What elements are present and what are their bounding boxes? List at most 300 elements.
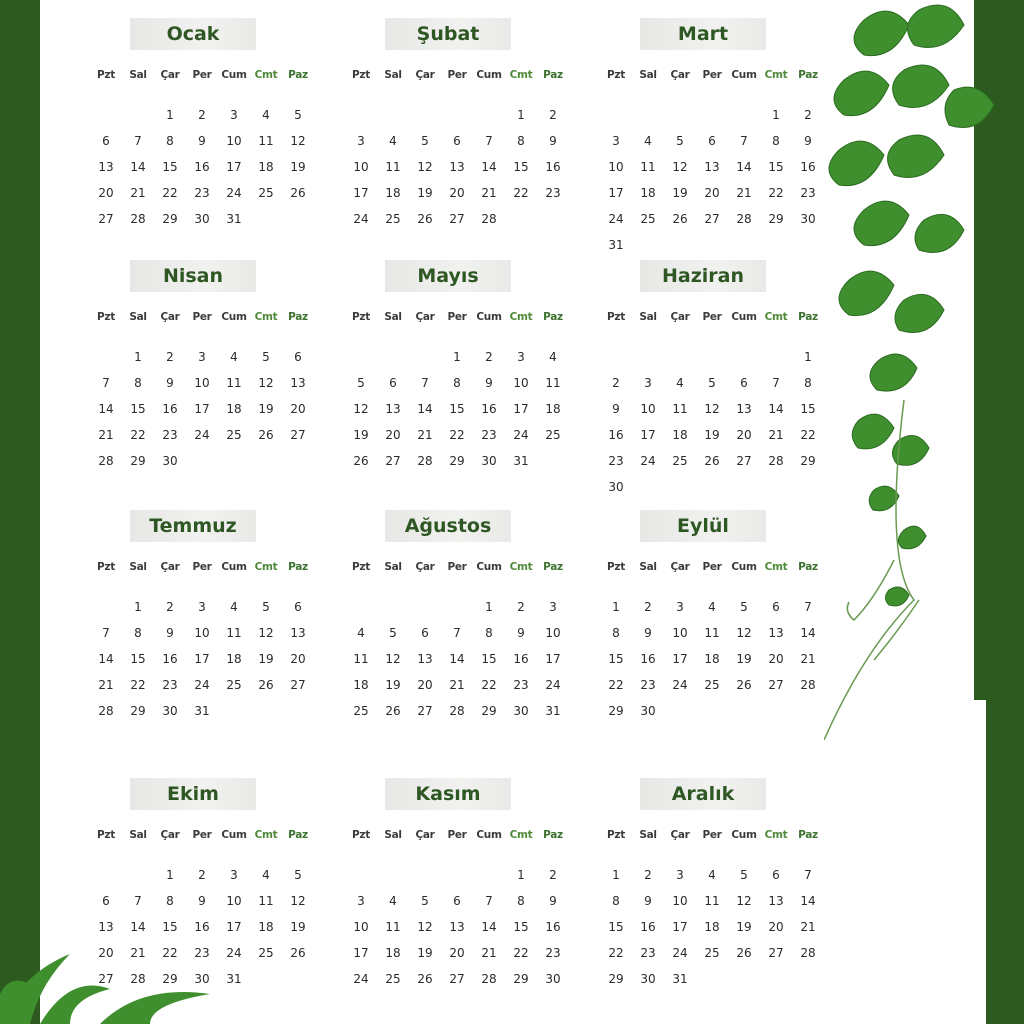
day-cell: 24 [608, 212, 624, 226]
weekday-label: Per [447, 69, 467, 81]
day-cell: 27 [704, 212, 720, 226]
day-cell: 13 [290, 376, 306, 390]
day-cell: 3 [517, 350, 525, 364]
weekday-label: Cum [221, 69, 247, 81]
day-cell: 3 [198, 600, 206, 614]
day-cell: 3 [676, 868, 684, 882]
day-cell: 14 [736, 160, 752, 174]
day-cell: 8 [453, 376, 461, 390]
day-cell: 16 [194, 920, 210, 934]
day-cell: 5 [740, 600, 748, 614]
day-cell: 13 [768, 894, 784, 908]
weekday-label: Çar [670, 311, 690, 323]
day-cell: 25 [385, 972, 401, 986]
day-cell: 9 [485, 376, 493, 390]
day-cell: 5 [421, 134, 429, 148]
day-cell: 23 [640, 946, 656, 960]
day-cell: 3 [198, 350, 206, 364]
day-cell: 9 [166, 626, 174, 640]
day-cell: 29 [162, 212, 178, 226]
day-cell: 27 [98, 212, 114, 226]
day-cell: 29 [800, 454, 816, 468]
day-cell: 20 [768, 920, 784, 934]
day-cell: 11 [258, 134, 274, 148]
weekday-label: Çar [415, 561, 435, 573]
weekday-label: Paz [543, 561, 563, 573]
day-cell: 29 [130, 454, 146, 468]
day-cell: 6 [740, 376, 748, 390]
day-cell: 30 [640, 972, 656, 986]
day-cell: 9 [612, 402, 620, 416]
day-cell: 23 [640, 678, 656, 692]
weekday-label: Cum [221, 311, 247, 323]
day-cell: 26 [736, 946, 752, 960]
weekday-label: Paz [288, 311, 308, 323]
day-cell: 25 [226, 678, 242, 692]
weekday-label: Paz [798, 69, 818, 81]
day-cell: 1 [612, 600, 620, 614]
month-day-grid [345, 304, 569, 474]
day-cell: 31 [608, 238, 624, 252]
day-cell: 20 [385, 428, 401, 442]
day-cell: 30 [481, 454, 497, 468]
day-cell: 27 [290, 428, 306, 442]
day-cell: 15 [162, 920, 178, 934]
day-cell: 9 [644, 894, 652, 908]
day-cell: 30 [640, 704, 656, 718]
day-cell: 15 [608, 920, 624, 934]
day-cell: 8 [166, 894, 174, 908]
day-cell: 31 [194, 704, 210, 718]
day-cell: 22 [162, 946, 178, 960]
day-cell: 26 [353, 454, 369, 468]
day-cell: 9 [549, 134, 557, 148]
day-cell: 2 [804, 108, 812, 122]
day-cell: 15 [481, 652, 497, 666]
weekday-label: Çar [160, 829, 180, 841]
day-cell: 21 [736, 186, 752, 200]
month-title: Nisan [130, 260, 256, 292]
day-cell: 26 [417, 212, 433, 226]
weekday-label: Cum [476, 311, 502, 323]
day-cell: 7 [134, 134, 142, 148]
day-cell: 17 [513, 402, 529, 416]
day-cell: 16 [608, 428, 624, 442]
weekday-label: Per [702, 311, 722, 323]
day-cell: 10 [672, 894, 688, 908]
day-cell: 27 [449, 972, 465, 986]
day-cell: 10 [226, 134, 242, 148]
day-cell: 20 [290, 402, 306, 416]
day-cell: 10 [353, 160, 369, 174]
weekday-label: Pzt [607, 561, 625, 573]
day-cell: 18 [385, 186, 401, 200]
day-cell: 24 [513, 428, 529, 442]
day-cell: 21 [481, 946, 497, 960]
weekday-label: Sal [129, 561, 147, 573]
weekday-label: Çar [415, 69, 435, 81]
day-cell: 14 [130, 920, 146, 934]
day-cell: 30 [194, 212, 210, 226]
day-cell: 22 [513, 946, 529, 960]
day-cell: 11 [704, 626, 720, 640]
month-day-grid [90, 822, 314, 992]
day-cell: 23 [545, 946, 561, 960]
day-cell: 1 [517, 868, 525, 882]
day-cell: 8 [485, 626, 493, 640]
day-cell: 15 [608, 652, 624, 666]
day-cell: 29 [608, 972, 624, 986]
day-cell: 5 [294, 108, 302, 122]
day-cell: 15 [162, 160, 178, 174]
day-cell: 14 [130, 160, 146, 174]
weekday-label: Çar [415, 311, 435, 323]
day-cell: 27 [417, 704, 433, 718]
weekday-label: Per [702, 829, 722, 841]
weekday-label: Cmt [764, 69, 788, 81]
day-cell: 12 [736, 626, 752, 640]
month-title: Ocak [130, 18, 256, 50]
day-cell: 6 [102, 134, 110, 148]
weekday-label: Paz [543, 829, 563, 841]
weekday-label: Pzt [97, 829, 115, 841]
day-cell: 3 [612, 134, 620, 148]
day-cell: 4 [357, 626, 365, 640]
day-cell: 2 [549, 868, 557, 882]
weekday-label: Paz [798, 311, 818, 323]
day-cell: 2 [612, 376, 620, 390]
day-cell: 10 [608, 160, 624, 174]
day-cell: 5 [421, 894, 429, 908]
weekday-label: Cmt [254, 311, 278, 323]
weekday-label: Cmt [509, 829, 533, 841]
day-cell: 20 [736, 428, 752, 442]
day-cell: 20 [417, 678, 433, 692]
day-cell: 28 [481, 972, 497, 986]
day-cell: 3 [357, 894, 365, 908]
day-cell: 13 [736, 402, 752, 416]
day-cell: 22 [130, 428, 146, 442]
day-cell: 9 [644, 626, 652, 640]
weekday-label: Cmt [509, 69, 533, 81]
weekday-label: Pzt [97, 69, 115, 81]
day-cell: 4 [230, 600, 238, 614]
day-cell: 22 [481, 678, 497, 692]
weekday-label: Çar [160, 69, 180, 81]
day-cell: 4 [644, 134, 652, 148]
day-cell: 3 [230, 108, 238, 122]
day-cell: 19 [290, 920, 306, 934]
day-cell: 21 [417, 428, 433, 442]
day-cell: 10 [226, 894, 242, 908]
month-day-grid [345, 554, 569, 724]
weekday-label: Sal [639, 311, 657, 323]
day-cell: 9 [804, 134, 812, 148]
day-cell: 12 [736, 894, 752, 908]
day-cell: 16 [545, 160, 561, 174]
day-cell: 12 [704, 402, 720, 416]
day-cell: 20 [449, 186, 465, 200]
day-cell: 28 [736, 212, 752, 226]
weekday-label: Çar [670, 69, 690, 81]
day-cell: 12 [353, 402, 369, 416]
day-cell: 8 [134, 376, 142, 390]
day-cell: 9 [549, 894, 557, 908]
day-cell: 6 [294, 600, 302, 614]
day-cell: 10 [353, 920, 369, 934]
month-day-grid [345, 62, 569, 232]
weekday-label: Cum [731, 69, 757, 81]
day-cell: 4 [389, 134, 397, 148]
day-cell: 20 [98, 946, 114, 960]
day-cell: 20 [768, 652, 784, 666]
day-cell: 18 [545, 402, 561, 416]
day-cell: 3 [230, 868, 238, 882]
day-cell: 30 [608, 480, 624, 494]
day-cell: 12 [258, 376, 274, 390]
day-cell: 30 [194, 972, 210, 986]
day-cell: 16 [800, 160, 816, 174]
day-cell: 18 [704, 920, 720, 934]
day-cell: 16 [640, 652, 656, 666]
day-cell: 25 [704, 946, 720, 960]
day-cell: 25 [258, 186, 274, 200]
day-cell: 24 [353, 212, 369, 226]
day-cell: 16 [194, 160, 210, 174]
day-cell: 17 [640, 428, 656, 442]
day-cell: 18 [258, 160, 274, 174]
day-cell: 22 [800, 428, 816, 442]
month-title: Kasım [385, 778, 511, 810]
day-cell: 7 [485, 894, 493, 908]
month-title: Eylül [640, 510, 766, 542]
weekday-label: Sal [384, 561, 402, 573]
month-title: Temmuz [130, 510, 256, 542]
day-cell: 19 [385, 678, 401, 692]
day-cell: 24 [672, 946, 688, 960]
day-cell: 17 [353, 186, 369, 200]
day-cell: 26 [385, 704, 401, 718]
day-cell: 2 [166, 600, 174, 614]
day-cell: 2 [198, 868, 206, 882]
day-cell: 15 [513, 160, 529, 174]
day-cell: 21 [800, 920, 816, 934]
calendar-page [40, 0, 986, 1024]
month-day-grid [600, 62, 824, 258]
day-cell: 1 [134, 350, 142, 364]
day-cell: 24 [672, 678, 688, 692]
day-cell: 6 [708, 134, 716, 148]
weekday-label: Çar [160, 311, 180, 323]
day-cell: 15 [768, 160, 784, 174]
day-cell: 1 [517, 108, 525, 122]
day-cell: 9 [198, 134, 206, 148]
day-cell: 24 [545, 678, 561, 692]
day-cell: 1 [453, 350, 461, 364]
weekday-label: Pzt [352, 311, 370, 323]
day-cell: 13 [704, 160, 720, 174]
day-cell: 14 [98, 402, 114, 416]
weekday-label: Cum [221, 561, 247, 573]
day-cell: 10 [513, 376, 529, 390]
day-cell: 9 [517, 626, 525, 640]
day-cell: 25 [226, 428, 242, 442]
day-cell: 18 [704, 652, 720, 666]
day-cell: 18 [353, 678, 369, 692]
weekday-label: Sal [129, 69, 147, 81]
day-cell: 23 [608, 454, 624, 468]
day-cell: 24 [194, 678, 210, 692]
day-cell: 2 [549, 108, 557, 122]
day-cell: 6 [772, 600, 780, 614]
month-day-grid [90, 554, 314, 724]
day-cell: 1 [772, 108, 780, 122]
weekday-label: Cum [731, 561, 757, 573]
weekday-label: Cmt [764, 311, 788, 323]
day-cell: 8 [772, 134, 780, 148]
day-cell: 5 [262, 600, 270, 614]
day-cell: 14 [417, 402, 433, 416]
day-cell: 17 [353, 946, 369, 960]
day-cell: 10 [194, 626, 210, 640]
day-cell: 13 [98, 160, 114, 174]
day-cell: 7 [740, 134, 748, 148]
day-cell: 14 [98, 652, 114, 666]
weekday-label: Paz [543, 69, 563, 81]
day-cell: 22 [513, 186, 529, 200]
day-cell: 26 [290, 186, 306, 200]
day-cell: 28 [417, 454, 433, 468]
day-cell: 29 [768, 212, 784, 226]
weekday-label: Cum [731, 829, 757, 841]
day-cell: 25 [704, 678, 720, 692]
day-cell: 30 [162, 704, 178, 718]
day-cell: 17 [226, 920, 242, 934]
day-cell: 26 [704, 454, 720, 468]
day-cell: 26 [258, 428, 274, 442]
day-cell: 8 [166, 134, 174, 148]
day-cell: 6 [453, 894, 461, 908]
day-cell: 7 [485, 134, 493, 148]
day-cell: 28 [800, 678, 816, 692]
day-cell: 27 [768, 678, 784, 692]
month-title: Haziran [640, 260, 766, 292]
day-cell: 30 [162, 454, 178, 468]
weekday-label: Cum [731, 311, 757, 323]
day-cell: 29 [449, 454, 465, 468]
day-cell: 5 [676, 134, 684, 148]
day-cell: 26 [258, 678, 274, 692]
day-cell: 1 [612, 868, 620, 882]
month-title: Ekim [130, 778, 256, 810]
day-cell: 4 [262, 868, 270, 882]
day-cell: 26 [672, 212, 688, 226]
day-cell: 7 [421, 376, 429, 390]
day-cell: 27 [449, 212, 465, 226]
day-cell: 28 [130, 972, 146, 986]
weekday-label: Pzt [607, 69, 625, 81]
day-cell: 28 [768, 454, 784, 468]
day-cell: 19 [672, 186, 688, 200]
day-cell: 20 [290, 652, 306, 666]
day-cell: 22 [130, 678, 146, 692]
day-cell: 11 [226, 626, 242, 640]
month-title: Aralık [640, 778, 766, 810]
day-cell: 25 [640, 212, 656, 226]
day-cell: 25 [258, 946, 274, 960]
weekday-label: Pzt [352, 561, 370, 573]
day-cell: 12 [417, 160, 433, 174]
day-cell: 29 [130, 704, 146, 718]
day-cell: 31 [672, 972, 688, 986]
day-cell: 18 [226, 652, 242, 666]
day-cell: 21 [130, 946, 146, 960]
day-cell: 17 [194, 652, 210, 666]
day-cell: 7 [804, 600, 812, 614]
day-cell: 19 [704, 428, 720, 442]
day-cell: 10 [672, 626, 688, 640]
day-cell: 12 [290, 894, 306, 908]
day-cell: 13 [98, 920, 114, 934]
day-cell: 7 [772, 376, 780, 390]
day-cell: 9 [166, 376, 174, 390]
day-cell: 31 [226, 972, 242, 986]
day-cell: 1 [804, 350, 812, 364]
day-cell: 22 [768, 186, 784, 200]
day-cell: 15 [513, 920, 529, 934]
weekday-label: Per [702, 69, 722, 81]
weekday-label: Sal [129, 829, 147, 841]
day-cell: 16 [162, 402, 178, 416]
day-cell: 21 [130, 186, 146, 200]
weekday-label: Sal [384, 69, 402, 81]
month-day-grid [345, 822, 569, 992]
weekday-label: Cmt [509, 311, 533, 323]
day-cell: 2 [166, 350, 174, 364]
day-cell: 22 [608, 946, 624, 960]
day-cell: 11 [226, 376, 242, 390]
day-cell: 29 [162, 972, 178, 986]
weekday-label: Çar [415, 829, 435, 841]
day-cell: 11 [704, 894, 720, 908]
day-cell: 8 [804, 376, 812, 390]
weekday-label: Paz [798, 829, 818, 841]
day-cell: 29 [481, 704, 497, 718]
day-cell: 26 [290, 946, 306, 960]
day-cell: 4 [230, 350, 238, 364]
weekday-label: Per [192, 311, 212, 323]
day-cell: 8 [517, 134, 525, 148]
weekday-label: Pzt [607, 311, 625, 323]
day-cell: 7 [102, 626, 110, 640]
day-cell: 21 [449, 678, 465, 692]
day-cell: 14 [449, 652, 465, 666]
day-cell: 5 [294, 868, 302, 882]
day-cell: 10 [640, 402, 656, 416]
day-cell: 23 [194, 186, 210, 200]
day-cell: 6 [102, 894, 110, 908]
day-cell: 5 [708, 376, 716, 390]
day-cell: 9 [198, 894, 206, 908]
day-cell: 25 [672, 454, 688, 468]
weekday-label: Sal [639, 829, 657, 841]
day-cell: 28 [800, 946, 816, 960]
day-cell: 27 [768, 946, 784, 960]
day-cell: 23 [162, 428, 178, 442]
day-cell: 6 [389, 376, 397, 390]
day-cell: 7 [804, 868, 812, 882]
day-cell: 22 [608, 678, 624, 692]
